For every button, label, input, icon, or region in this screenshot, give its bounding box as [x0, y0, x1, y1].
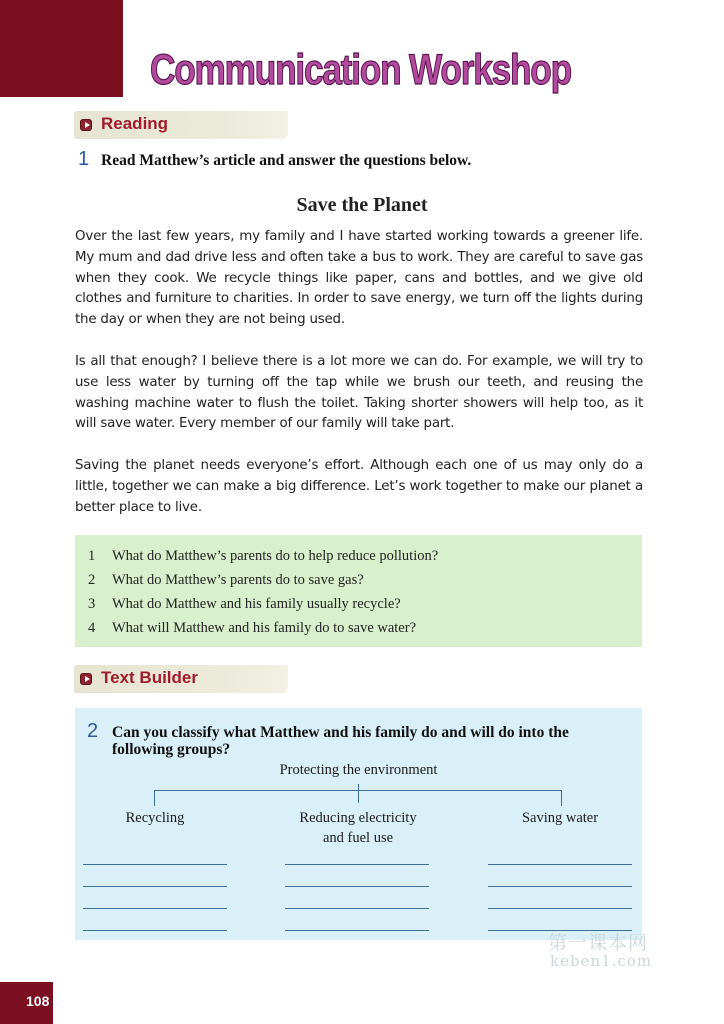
answer-line: [83, 908, 227, 909]
answer-line: [83, 930, 227, 931]
watermark-url: keben1.com: [550, 952, 653, 970]
task-instruction: Read Matthew’s article and answer the questions below.: [101, 152, 472, 169]
article-paragraph: Is all that enough? I believe there is a lot more we can do. For example, we will try to use less water by turning off the tap while we brush our teeth, and reusing the washing machine water to flush the toilet. Taking shorter showers will help too, as it will save water. Every member of our family will take part.: [75, 354, 643, 432]
answer-line: [285, 930, 429, 931]
group-label-recycling: Recycling: [125, 810, 185, 826]
play-bullet-icon: [80, 673, 92, 685]
answer-line: [488, 886, 632, 887]
question-text: What do Matthew’s parents do to save gas?: [112, 572, 364, 588]
answer-line: [285, 864, 429, 865]
answer-line: [285, 908, 429, 909]
answer-line: [83, 864, 227, 865]
answer-line: [488, 908, 632, 909]
question-number: 3: [88, 596, 96, 612]
corner-decoration: [0, 0, 123, 97]
text-builder-box: [75, 708, 642, 940]
task-number: 1: [78, 148, 90, 170]
tree-connector: [358, 784, 359, 803]
question-text: What do Matthew and his family usually recycle?: [112, 596, 401, 612]
page-number: 108: [26, 993, 50, 1009]
page-title: Communication Workshop: [150, 46, 571, 94]
reading-section-tab: [74, 111, 288, 139]
group-label-saving-water: Saving water: [521, 810, 599, 826]
question-item: [88, 548, 438, 565]
group-label-reducing-electricity: Reducing electricity and fuel use: [299, 810, 417, 846]
play-bullet-icon: [80, 119, 92, 131]
tree-root-label: Protecting the environment: [279, 762, 438, 778]
tree-connector: [561, 790, 562, 806]
question-text: What do Matthew’s parents do to help reduce pollution?: [112, 548, 439, 564]
answer-line: [488, 864, 632, 865]
reading-tab-label: Reading: [101, 114, 169, 133]
article-paragraph: Over the last few years, my family and I have started working towards a greener life. My mum and dad drive less and often take a bus to work. They are careful to save gas when they cook. We recycle things like paper, cans and bottles, and we give old clothes and furniture to charities. In order to save energy, we turn off the lights during the day or when they are not being used.: [75, 229, 643, 328]
question-item: [88, 572, 364, 589]
article-paragraph: Saving the planet needs everyone’s effort. Although each one of us may only do a little, together we can make a big difference. Let’s work together to make our planet a better place to live.: [75, 458, 643, 515]
answer-line: [83, 886, 227, 887]
question-number: 4: [88, 620, 96, 636]
task-instruction: Can you classify what Matthew and his family do and will do into the following groups?: [112, 724, 569, 758]
task-number: 2: [87, 720, 99, 742]
text-builder-tab-label: Text Builder: [101, 668, 198, 687]
question-item: [88, 620, 416, 637]
article-title: Save the Planet: [296, 194, 428, 216]
watermark-chinese: 第一课本网: [548, 932, 649, 954]
question-number: 1: [88, 548, 96, 564]
question-item: [88, 596, 401, 613]
question-text: What will Matthew and his family do to save water?: [112, 620, 417, 636]
question-number: 2: [88, 572, 96, 588]
tree-connector: [154, 790, 561, 791]
text-builder-section-tab: [74, 665, 288, 693]
tree-connector: [154, 790, 155, 806]
answer-line: [285, 886, 429, 887]
questions-box: [75, 535, 642, 647]
